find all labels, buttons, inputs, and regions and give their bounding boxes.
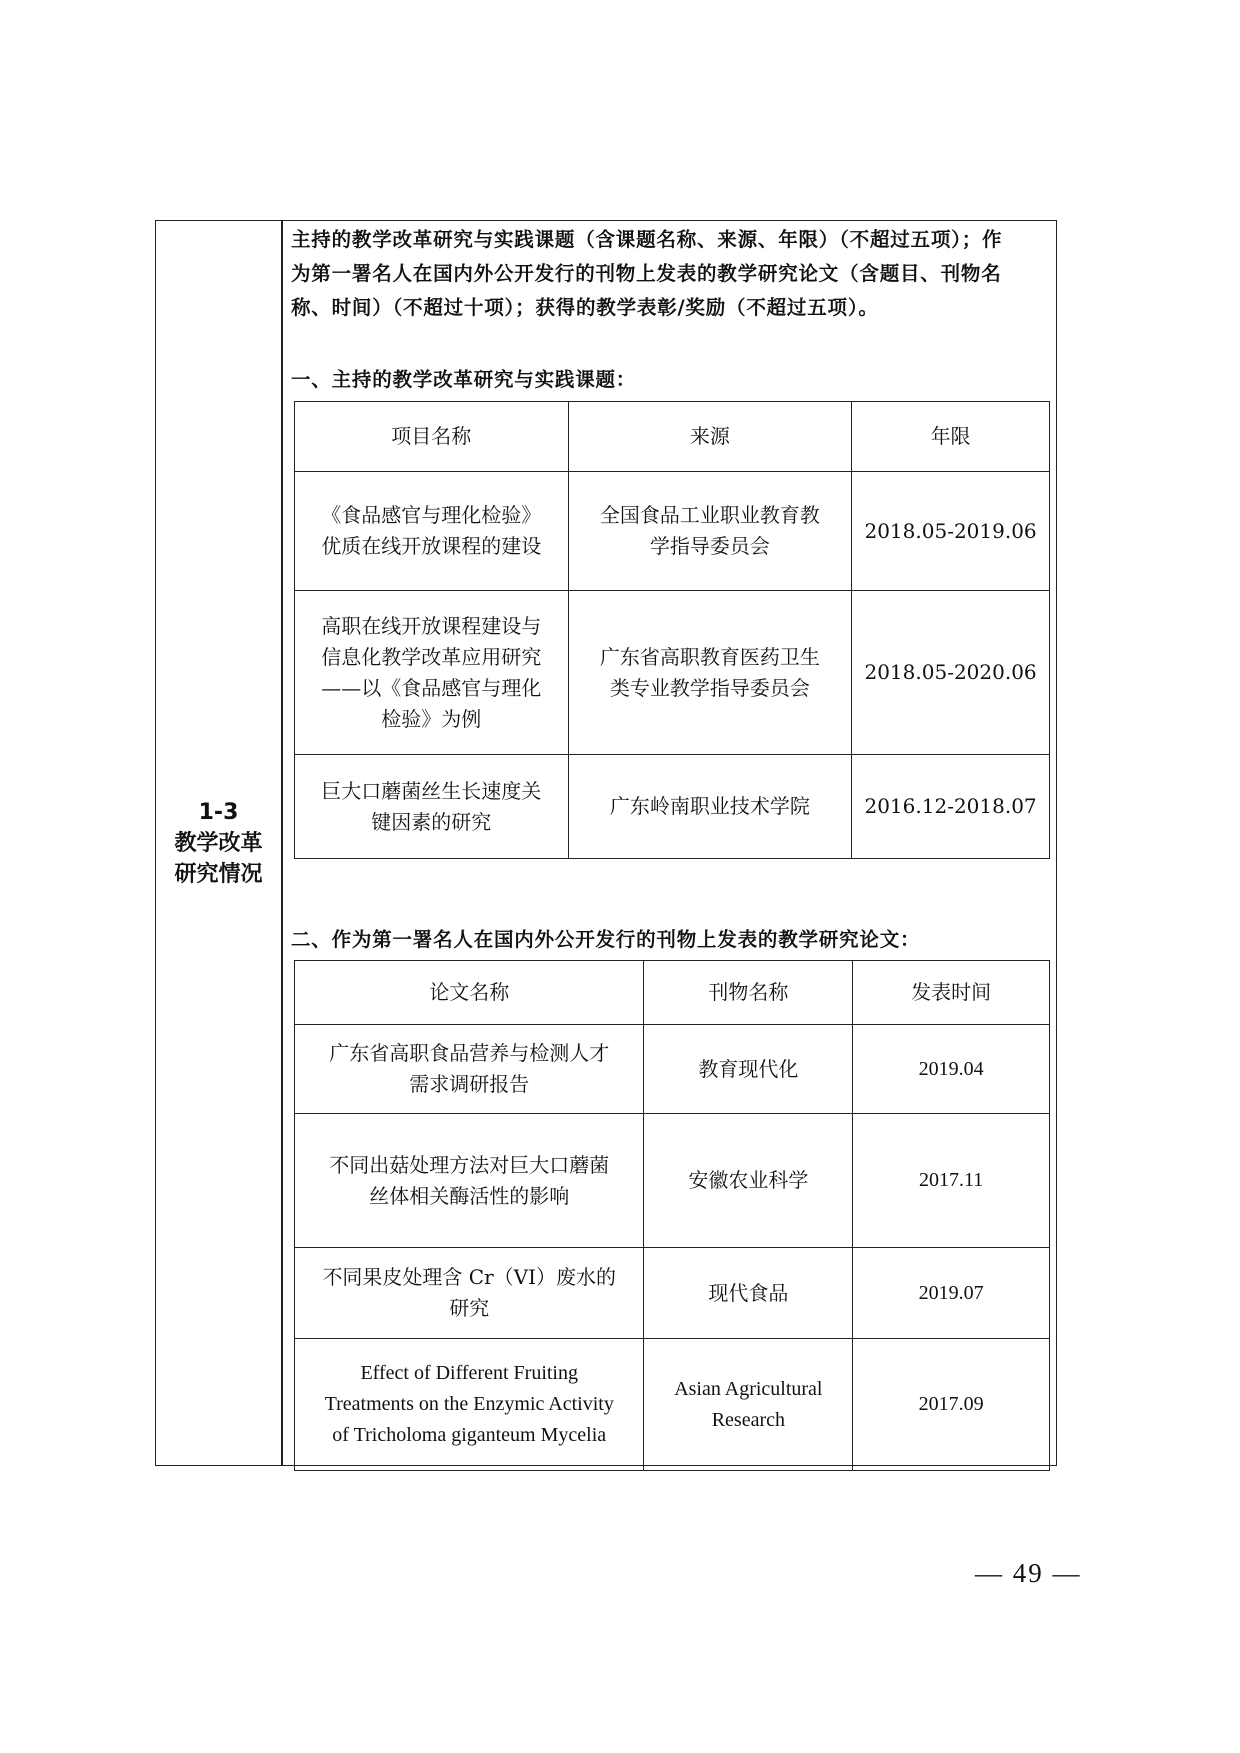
paper-date-text: 2017.09 [918, 1393, 984, 1415]
project-source-text: 广东岭南职业技术学院 [609, 794, 810, 818]
table-row [295, 472, 1050, 591]
paper-title-text: Treatments on the Enzymic Activity [324, 1393, 614, 1415]
paper-date [853, 1025, 1050, 1114]
column-header-text: 来源 [689, 424, 730, 448]
table-header-row [295, 402, 1050, 472]
column-header-text: 项目名称 [391, 424, 472, 448]
paper-title [295, 1339, 644, 1471]
instructions-line: 称、时间）（不超过十项）；获得的教学表彰/奖励（不超过五项）。 [291, 296, 879, 319]
instructions-line: 为第一署名人在国内外公开发行的刊物上发表的教学研究论文（含题目、刊物名 [291, 262, 1002, 285]
column-header [295, 402, 569, 472]
paper-date-text: 2017.11 [918, 1169, 984, 1191]
section-label [156, 797, 281, 890]
papers-table [294, 960, 1050, 1471]
project-period-text: 2018.05-2019.06 [864, 518, 1037, 543]
paper-journal-text: Research [711, 1408, 785, 1431]
section-label-column [156, 221, 283, 1465]
table-row [295, 755, 1050, 859]
paper-date [853, 1248, 1050, 1339]
section-content [283, 221, 1056, 1465]
projects-heading: 一、主持的教学改革研究与实践课题： [291, 368, 637, 391]
column-header [853, 961, 1050, 1025]
column-header-text: 论文名称 [429, 980, 510, 1004]
paper-date [853, 1339, 1050, 1471]
paper-title-text: 广东省高职食品营养与检测人才 [329, 1041, 610, 1065]
paper-title-text: Effect of Different Fruiting [360, 1362, 578, 1384]
project-period [852, 591, 1050, 755]
project-period-text: 2018.05-2020.06 [864, 660, 1037, 684]
project-name-text: 高职在线开放课程建设与 [321, 613, 542, 638]
paper-title-text: of Tricholoma giganteum Mycelia [332, 1424, 607, 1446]
paper-title-text: 不同出菇处理方法对巨大口蘑菌 [329, 1152, 610, 1177]
project-name-text: 检验》为例 [381, 706, 482, 731]
paper-title-text: 需求调研报告 [409, 1072, 530, 1096]
project-period [852, 755, 1050, 859]
paper-journal-text: Asian Agricultural [674, 1377, 823, 1400]
paper-date-text: 2019.04 [918, 1057, 984, 1080]
instructions [291, 223, 1056, 325]
paper-date-text: 2019.07 [918, 1281, 984, 1304]
project-name [295, 755, 569, 859]
paper-title-text: 研究 [449, 1296, 490, 1320]
project-name-text: ——以《食品感官与理化 [321, 675, 542, 700]
project-name-text: 优质在线开放课程的建设 [321, 534, 542, 558]
column-header [568, 402, 852, 472]
paper-journal-text: 安徽农业科学 [688, 1168, 809, 1192]
table-row [295, 1114, 1050, 1248]
project-source-text: 广东省高职教育医药卫生 [599, 644, 820, 669]
paper-title-text: 丝体相关酶活性的影响 [369, 1183, 570, 1208]
paper-title [295, 1114, 644, 1248]
table-row [295, 591, 1050, 755]
paper-date [853, 1114, 1050, 1248]
table-row [295, 1248, 1050, 1339]
project-name [295, 591, 569, 755]
column-header [852, 402, 1050, 472]
column-header [295, 961, 644, 1025]
section-title-line: 教学改革 [174, 831, 263, 856]
projects-table [294, 401, 1050, 859]
paper-journal [644, 1025, 853, 1114]
paper-title [295, 1025, 644, 1114]
column-header-text: 年限 [930, 424, 971, 448]
project-name [295, 472, 569, 591]
papers-heading: 二、作为第一署名人在国内外公开发行的刊物上发表的教学研究论文： [291, 928, 921, 951]
project-source [568, 755, 852, 859]
table-header-row [295, 961, 1050, 1025]
paper-title-text: 不同果皮处理含 Cr（VI）废水的 [322, 1265, 617, 1289]
paper-journal [644, 1339, 853, 1471]
project-source [568, 472, 852, 591]
paper-title [295, 1248, 644, 1339]
column-header-text: 刊物名称 [708, 980, 789, 1004]
paper-journal [644, 1114, 853, 1248]
column-header [644, 961, 853, 1025]
instructions-line: 主持的教学改革研究与实践课题（含课题名称、来源、年限）（不超过五项）；作 [291, 228, 1003, 251]
paper-journal-text: 教育现代化 [698, 1056, 799, 1081]
section-code: 1-3 [198, 800, 239, 825]
page-number: — 49 — [975, 1558, 1082, 1588]
project-source-text: 全国食品工业职业教育教 [599, 503, 820, 527]
project-name-text: 《食品感官与理化检验》 [321, 503, 542, 527]
paper-journal [644, 1248, 853, 1339]
project-name-text: 信息化教学改革应用研究 [321, 644, 542, 669]
project-source [568, 591, 852, 755]
table-row [295, 1339, 1050, 1471]
project-name-text: 键因素的研究 [371, 809, 492, 834]
form-frame [155, 220, 1057, 1466]
table-row [295, 1025, 1050, 1114]
project-period-text: 2016.12-2018.07 [864, 794, 1037, 818]
project-source-text: 类专业教学指导委员会 [609, 675, 810, 700]
project-period [852, 472, 1050, 591]
section-title-line: 研究情况 [174, 862, 263, 887]
project-source-text: 学指导委员会 [649, 534, 770, 558]
paper-journal-text: 现代食品 [708, 1280, 789, 1305]
project-name-text: 巨大口蘑菌丝生长速度关 [321, 778, 542, 803]
column-header-text: 发表时间 [911, 980, 992, 1004]
